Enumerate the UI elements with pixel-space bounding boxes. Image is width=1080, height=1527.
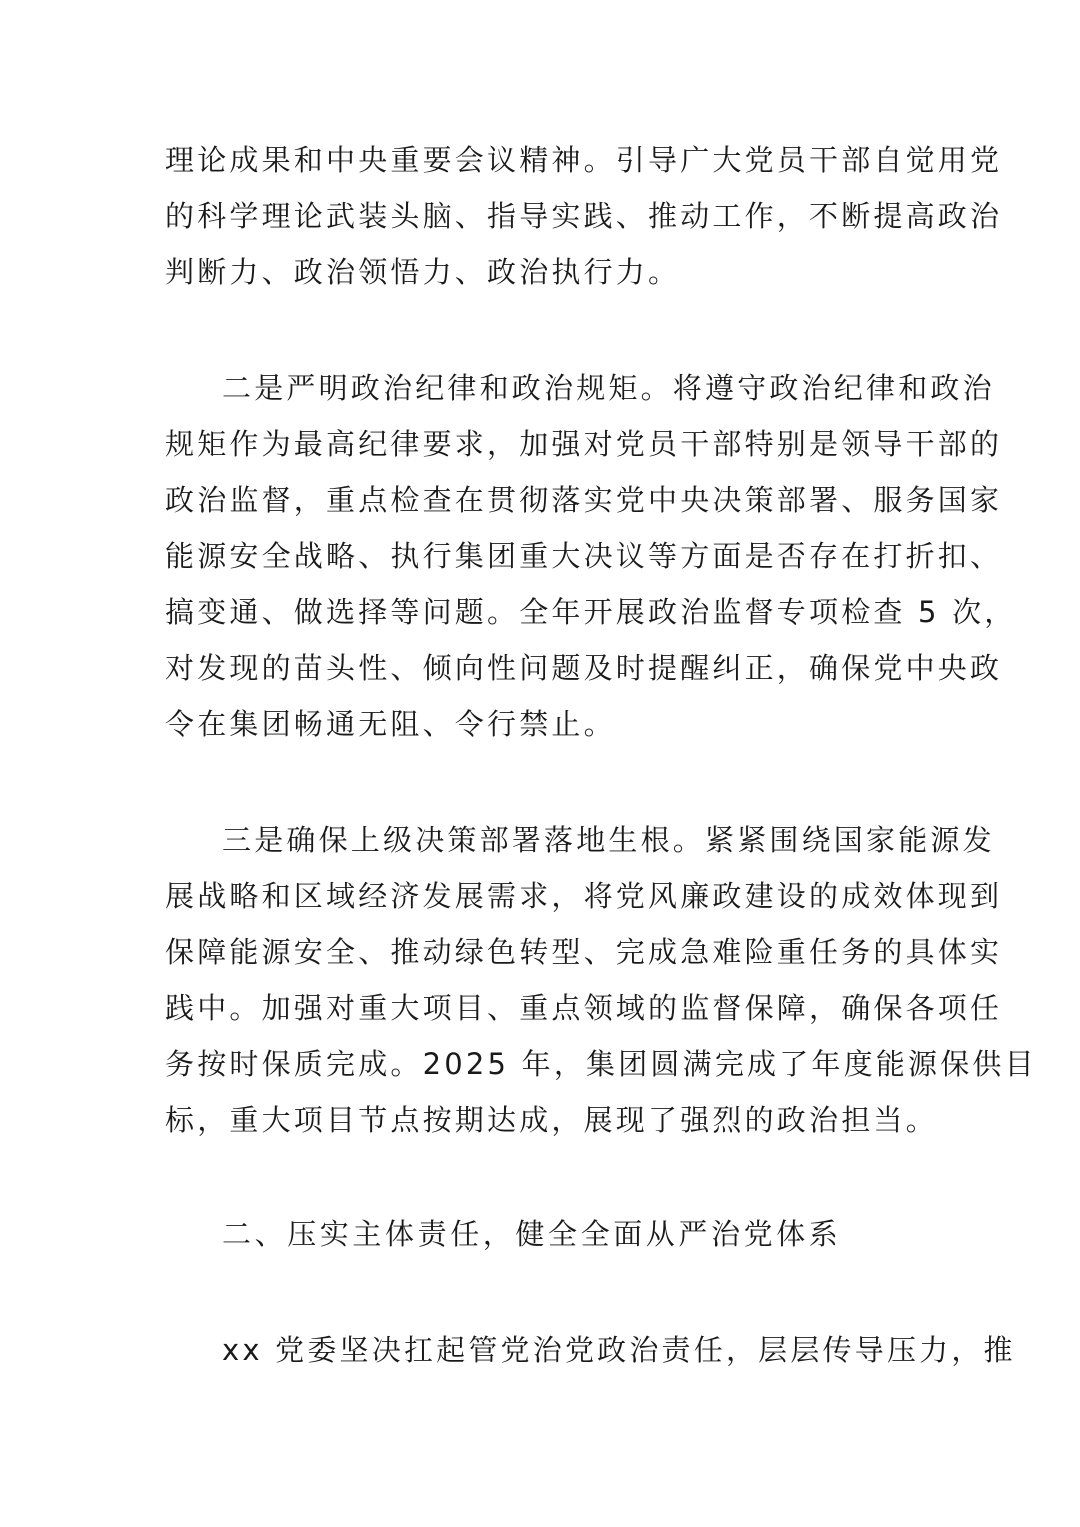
paragraph-1-line-2: 的科学理论武装头脑、指导实践、推动工作，不断提高政治 (165, 199, 1003, 233)
paragraph-4-line-1: xx 党委坚决扛起管党治党政治责任，层层传导压力，推 (222, 1333, 1016, 1367)
section-heading: 二、压实主体责任，健全全面从严治党体系 (222, 1217, 842, 1251)
paragraph-2-line-5: 搞变通、做选择等问题。全年开展政治监督专项检查 5 次， (165, 595, 1017, 629)
paragraph-3-line-1: 三是确保上级决策部署落地生根。紧紧围绕国家能源发 (222, 823, 995, 857)
paragraph-2-line-7: 令在集团畅通无阻、令行禁止。 (165, 707, 616, 741)
paragraph-2-line-6: 对发现的苗头性、倾向性问题及时提醒纠正，确保党中央政 (165, 651, 1003, 685)
paragraph-3-line-2: 展战略和区域经济发展需求，将党风廉政建设的成效体现到 (165, 879, 1003, 913)
paragraph-1-line-3: 判断力、政治领悟力、政治执行力。 (165, 255, 681, 289)
paragraph-2-line-4: 能源安全战略、执行集团重大决议等方面是否存在打折扣、 (165, 539, 1003, 573)
paragraph-3-line-6: 标，重大项目节点按期达成，展现了强烈的政治担当。 (165, 1103, 938, 1137)
paragraph-3-line-3: 保障能源安全、推动绿色转型、完成急难险重任务的具体实 (165, 935, 1003, 969)
paragraph-1-line-1: 理论成果和中央重要会议精神。引导广大党员干部自觉用党 (165, 143, 1003, 177)
paragraph-2-line-1: 二是严明政治纪律和政治规矩。将遵守政治纪律和政治 (222, 371, 995, 405)
paragraph-2-line-2: 规矩作为最高纪律要求，加强对党员干部特别是领导干部的 (165, 427, 1003, 461)
paragraph-2-line-3: 政治监督，重点检查在贯彻落实党中央决策部署、服务国家 (165, 483, 1003, 517)
paragraph-3-line-5: 务按时保质完成。2025 年，集团圆满完成了年度能源保供目 (165, 1047, 1037, 1081)
paragraph-3-line-4: 践中。加强对重大项目、重点领域的监督保障，确保各项任 (165, 991, 1003, 1025)
